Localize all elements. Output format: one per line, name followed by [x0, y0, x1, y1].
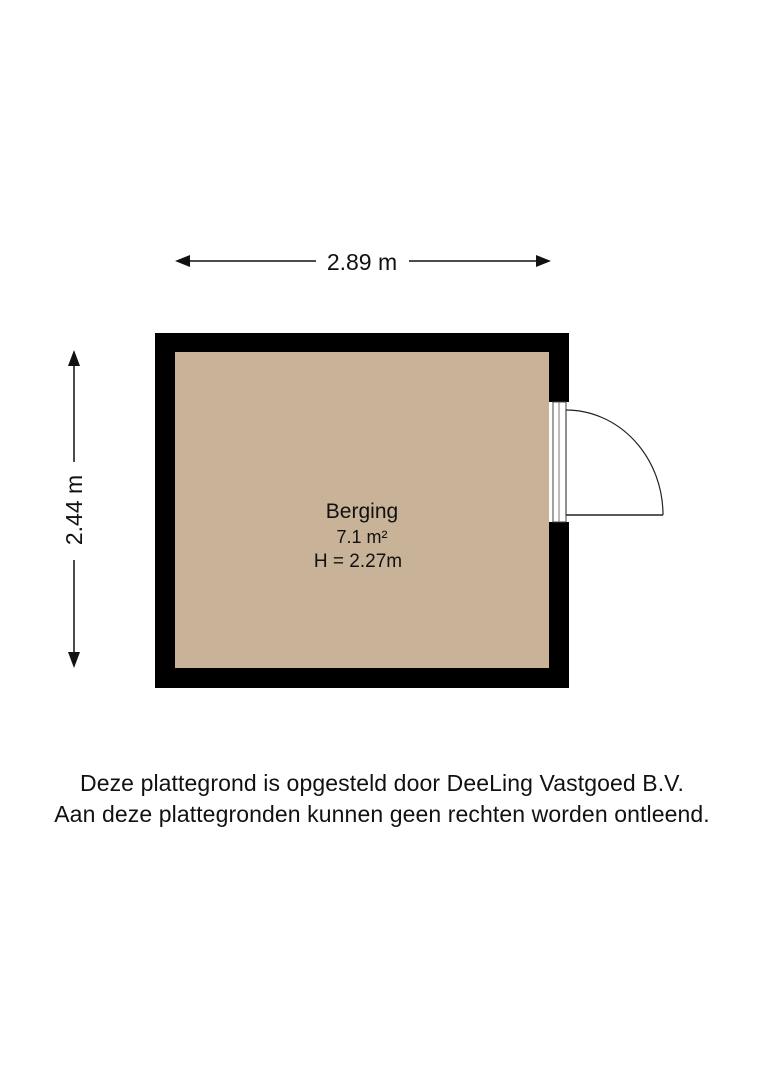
arrow-down-icon [68, 652, 80, 668]
disclaimer-line-1: Deze plattegrond is opgesteld door DeeLing Vastgoed B.V. [79, 770, 684, 796]
room-berging [155, 333, 663, 688]
room-name: Berging [325, 500, 399, 523]
room-area: 7.1 m² [336, 527, 388, 547]
arrow-up-icon [68, 350, 80, 366]
width-dimension-label: 2.89 m [326, 249, 398, 275]
height-dimension-label: 2.44 m [61, 474, 87, 546]
disclaimer-line-2: Aan deze plattegronden kunnen geen rechten worden ontleend. [54, 801, 710, 827]
room-height: H = 2.27m [313, 551, 403, 572]
arrow-left-icon [175, 255, 190, 267]
door-swing-arc [566, 410, 663, 515]
arrow-right-icon [536, 255, 551, 267]
height-dimension [61, 350, 87, 668]
width-dimension [175, 249, 551, 275]
